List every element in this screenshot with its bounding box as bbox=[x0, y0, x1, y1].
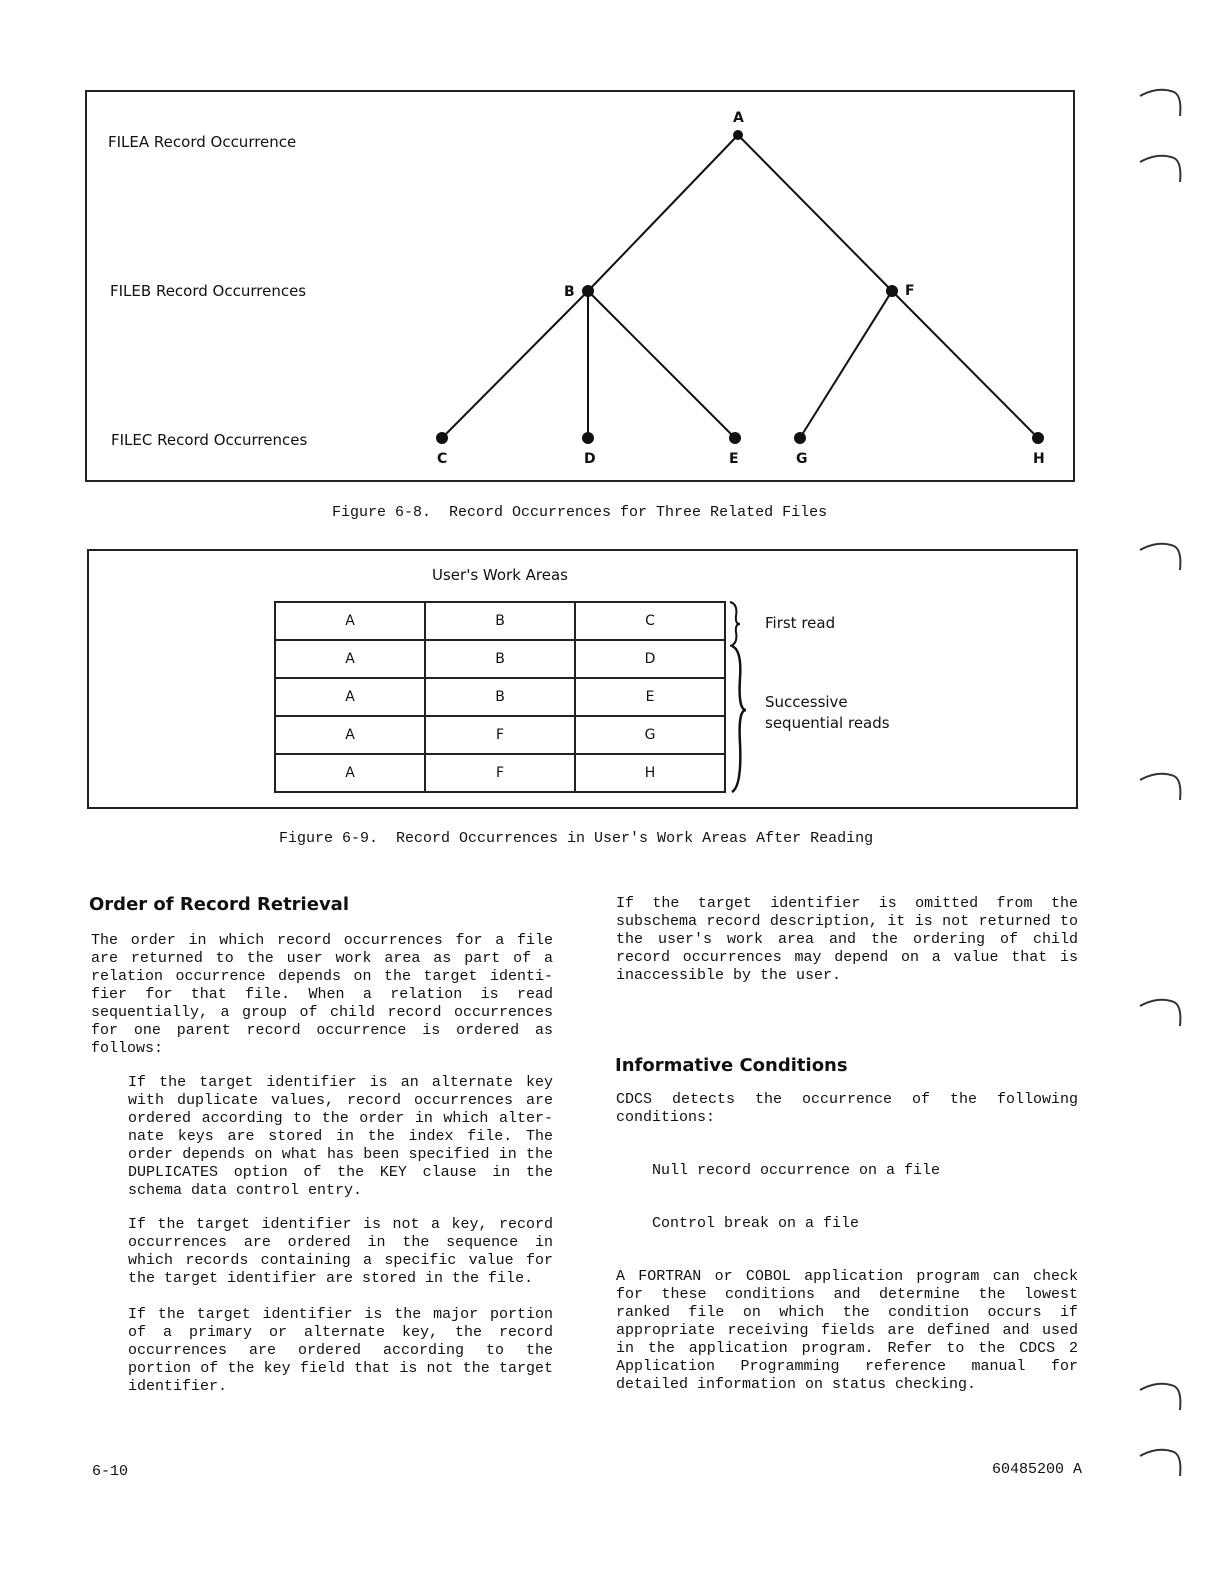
node-label-a: A bbox=[733, 110, 744, 126]
cdcs-detects-paragraph: CDCS detects the occurrence of the following conditions: bbox=[616, 1091, 1078, 1126]
table-row bbox=[275, 602, 725, 640]
table-cell: B bbox=[425, 678, 575, 716]
fileb-label: FILEB Record Occurrences bbox=[110, 282, 307, 300]
table-cell: H bbox=[575, 754, 725, 792]
node-label-f: F bbox=[905, 283, 915, 299]
binder-mark bbox=[1138, 540, 1188, 574]
node-d bbox=[582, 432, 594, 444]
edge-a-f bbox=[738, 135, 892, 291]
first-read-label: First read bbox=[765, 614, 836, 632]
sequential-reads-label: sequential reads bbox=[765, 714, 890, 732]
binder-mark bbox=[1138, 996, 1188, 1030]
table-row bbox=[275, 754, 725, 792]
table-cell: F bbox=[425, 716, 575, 754]
document-number: 60485200 A bbox=[992, 1461, 1083, 1478]
figure-6-9-caption: Figure 6-9. Record Occurrences in User's Work Areas After Reading bbox=[279, 830, 874, 847]
filec-label: FILEC Record Occurrences bbox=[111, 431, 308, 449]
table-cell: A bbox=[275, 602, 425, 640]
read-braces bbox=[720, 598, 760, 798]
node-b bbox=[582, 285, 594, 297]
table-cell: E bbox=[575, 678, 725, 716]
node-label-h: H bbox=[1033, 451, 1045, 467]
order-intro-paragraph: The order in which record occurrences for a file are returned to the user work area as part of a relation occurrence depends on the target identi- fier for that file. When a relation is read sequentially, a group of child record occurrences for one parent record occurrence is ordered as follows: bbox=[91, 932, 553, 1057]
node-label-d: D bbox=[584, 451, 596, 467]
node-a bbox=[733, 130, 743, 140]
work-areas-title: User's Work Areas bbox=[432, 566, 568, 584]
table-cell: A bbox=[275, 640, 425, 678]
table-row bbox=[275, 716, 725, 754]
binder-mark bbox=[1138, 152, 1188, 186]
node-g bbox=[794, 432, 806, 444]
table-cell: G bbox=[575, 716, 725, 754]
table-cell: D bbox=[575, 640, 725, 678]
condition-control-break: Control break on a file bbox=[652, 1215, 860, 1232]
order-item-alternate-key: If the target identifier is an alternate key with duplicate values, record occurrences are ordered according to the order in which alter- nate keys are stored in the index file. The order depends on what has been specified in the DUPLICATES option of the KEY clause in the schema data control entry. bbox=[128, 1074, 553, 1199]
table-cell: A bbox=[275, 678, 425, 716]
binder-mark bbox=[1138, 770, 1188, 804]
binder-mark bbox=[1138, 1380, 1188, 1414]
work-area-table bbox=[274, 601, 726, 793]
table-cell: A bbox=[275, 716, 425, 754]
condition-null-record: Null record occurrence on a file bbox=[652, 1162, 941, 1179]
fortran-cobol-paragraph: A FORTRAN or COBOL application program can check for these conditions and determine the lowest ranked file on which the condition occurs if appropriate receiving fields are defined and used in the application program. Refer to the CDCS 2 Application Programming reference manual for detailed information on status checking. bbox=[616, 1268, 1078, 1393]
order-of-retrieval-heading: Order of Record Retrieval bbox=[89, 894, 349, 915]
edge-b-e bbox=[588, 291, 735, 438]
node-label-e: E bbox=[729, 451, 739, 467]
order-item-not-key: If the target identifier is not a key, record occurrences are ordered in the sequence in which records containing a specific value for the target identifier are stored in the file. bbox=[128, 1216, 553, 1287]
table-cell: B bbox=[425, 602, 575, 640]
table-cell: B bbox=[425, 640, 575, 678]
binder-mark bbox=[1138, 86, 1188, 120]
target-omitted-paragraph: If the target identifier is omitted from the subschema record description, it is not returned to the user's work area and the ordering of child record occurrences may depend on a value that is inaccessible by the user. bbox=[616, 895, 1078, 984]
page-number: 6-10 bbox=[92, 1463, 129, 1480]
table-row bbox=[275, 678, 725, 716]
node-h bbox=[1032, 432, 1044, 444]
node-c bbox=[436, 432, 448, 444]
edge-f-h bbox=[892, 291, 1038, 438]
successive-reads-brace bbox=[732, 646, 746, 792]
table-cell: F bbox=[425, 754, 575, 792]
edge-f-g bbox=[800, 291, 892, 438]
filea-label: FILEA Record Occurrence bbox=[108, 133, 297, 151]
first-read-brace bbox=[730, 602, 740, 646]
table-row bbox=[275, 640, 725, 678]
edge-a-b bbox=[588, 135, 738, 291]
binder-mark bbox=[1138, 1446, 1188, 1480]
record-tree-diagram bbox=[0, 0, 1220, 500]
order-item-major-portion: If the target identifier is the major portion of a primary or alternate key, the record occurrences are ordered according to the portion of the key field that is not the target identifier. bbox=[128, 1306, 553, 1395]
table-cell: A bbox=[275, 754, 425, 792]
node-label-g: G bbox=[796, 451, 808, 467]
node-e bbox=[729, 432, 741, 444]
node-f bbox=[886, 285, 898, 297]
node-label-b: B bbox=[564, 284, 575, 300]
edge-b-c bbox=[442, 291, 588, 438]
figure-6-8-caption: Figure 6-8. Record Occurrences for Three Related Files bbox=[332, 504, 828, 521]
successive-label: Successive bbox=[765, 693, 848, 711]
table-cell: C bbox=[575, 602, 725, 640]
node-label-c: C bbox=[437, 451, 448, 467]
informative-conditions-heading: Informative Conditions bbox=[615, 1055, 848, 1076]
